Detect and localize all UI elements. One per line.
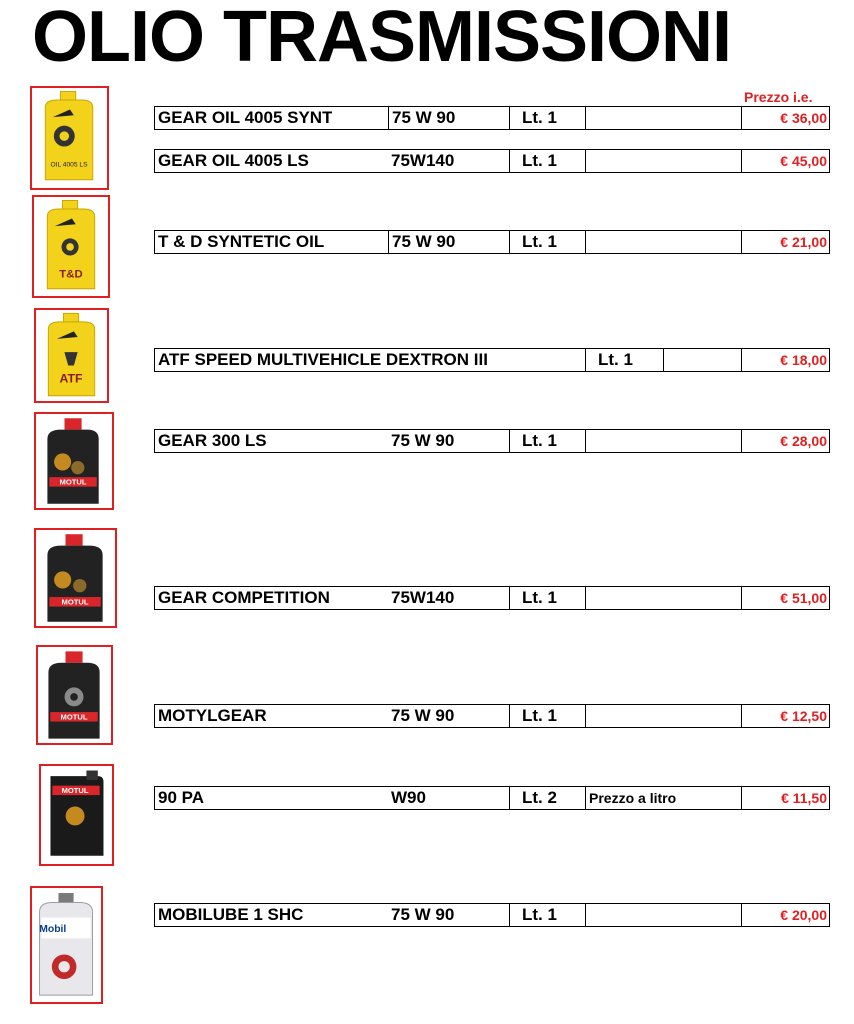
motul-bottle-icon — [38, 647, 111, 743]
package-size: Lt. 1 — [509, 430, 585, 452]
svg-text:T&D: T&D — [59, 268, 83, 281]
product-image-atf-speed — [34, 308, 109, 403]
price-note — [585, 107, 741, 129]
product-row — [154, 903, 830, 927]
product-price: € 45,00 — [741, 150, 829, 172]
product-row — [154, 704, 830, 728]
viscosity-grade: 75 W 90 — [391, 431, 455, 450]
product-name: 90 PA — [158, 788, 204, 807]
page-title: OLIO TRASMISSIONI — [32, 0, 732, 77]
price-column-header: Prezzo i.e. — [744, 89, 813, 105]
product-name: GEAR OIL 4005 SYNT — [158, 108, 333, 127]
product-image-gear-oil-4005 — [30, 86, 109, 190]
package-size: Lt. 1 — [509, 587, 585, 609]
svg-text:ATF: ATF — [59, 371, 83, 386]
product-row — [154, 230, 830, 254]
price-note — [585, 430, 741, 452]
svg-text:Mobil: Mobil — [39, 923, 67, 935]
package-size: Lt. 1 — [509, 705, 585, 727]
product-image-90-pa — [39, 764, 114, 866]
bardahl-bottle-icon — [32, 88, 107, 188]
bardahl-bottle-icon — [34, 197, 108, 296]
mobil-bottle-icon — [32, 888, 101, 1002]
product-name: GEAR OIL 4005 LS — [158, 151, 309, 170]
package-size: Lt. 1 — [509, 107, 585, 129]
package-size: Lt. 1 — [509, 231, 585, 253]
product-name: MOBILUBE 1 SHC — [158, 905, 304, 924]
price-note — [585, 231, 741, 253]
product-price: € 20,00 — [741, 904, 829, 926]
motul-can-icon — [41, 766, 112, 864]
viscosity-grade: 75 W 90 — [388, 231, 455, 253]
product-image-gear-300 — [34, 412, 114, 510]
package-size: Lt. 1 — [585, 349, 663, 371]
product-row — [154, 786, 830, 810]
product-image-motylgear — [36, 645, 113, 745]
motul-bottle-icon — [36, 530, 115, 626]
package-size: Lt. 1 — [509, 150, 585, 172]
viscosity-grade: 75 W 90 — [388, 107, 455, 129]
svg-text:MOTUL: MOTUL — [59, 477, 87, 487]
viscosity-grade: W90 — [391, 788, 426, 807]
price-note — [585, 904, 741, 926]
product-name: MOTYLGEAR — [158, 706, 267, 725]
product-row — [154, 149, 830, 173]
price-note — [585, 150, 741, 172]
bardahl-bottle-icon — [36, 310, 107, 401]
price-note — [663, 349, 741, 371]
product-price: € 28,00 — [741, 430, 829, 452]
product-row — [154, 586, 830, 610]
package-size: Lt. 2 — [509, 787, 585, 809]
svg-text:OIL 4005 LS: OIL 4005 LS — [50, 161, 88, 169]
product-name: GEAR 300 LS — [158, 431, 267, 450]
product-price: € 12,50 — [741, 705, 829, 727]
product-image-gear-competition — [34, 528, 117, 628]
viscosity-grade: 75 W 90 — [391, 706, 455, 725]
viscosity-grade: 75W140 — [391, 588, 455, 607]
product-image-td-syntetic — [32, 195, 110, 298]
product-price: € 18,00 — [741, 349, 829, 371]
product-row — [154, 106, 830, 130]
svg-text:MOTUL: MOTUL — [60, 712, 88, 722]
package-size: Lt. 1 — [509, 904, 585, 926]
svg-text:MOTUL: MOTUL — [61, 597, 89, 607]
svg-text:MOTUL: MOTUL — [61, 786, 89, 796]
price-note — [585, 705, 741, 727]
product-name: GEAR COMPETITION — [158, 588, 330, 607]
product-row — [154, 348, 830, 372]
product-row — [154, 429, 830, 453]
product-image-mobilube — [30, 886, 103, 1004]
price-note: Prezzo a litro — [585, 787, 741, 809]
product-price: € 51,00 — [741, 587, 829, 609]
viscosity-grade: 75 W 90 — [391, 905, 455, 924]
product-price: € 36,00 — [741, 107, 829, 129]
price-note — [585, 587, 741, 609]
product-name: T & D SYNTETIC OIL — [158, 232, 325, 251]
product-name: ATF SPEED MULTIVEHICLE DEXTRON III — [158, 350, 488, 369]
product-price: € 11,50 — [741, 787, 829, 809]
motul-bottle-icon — [36, 414, 112, 508]
product-price: € 21,00 — [741, 231, 829, 253]
viscosity-grade: 75W140 — [391, 151, 455, 170]
